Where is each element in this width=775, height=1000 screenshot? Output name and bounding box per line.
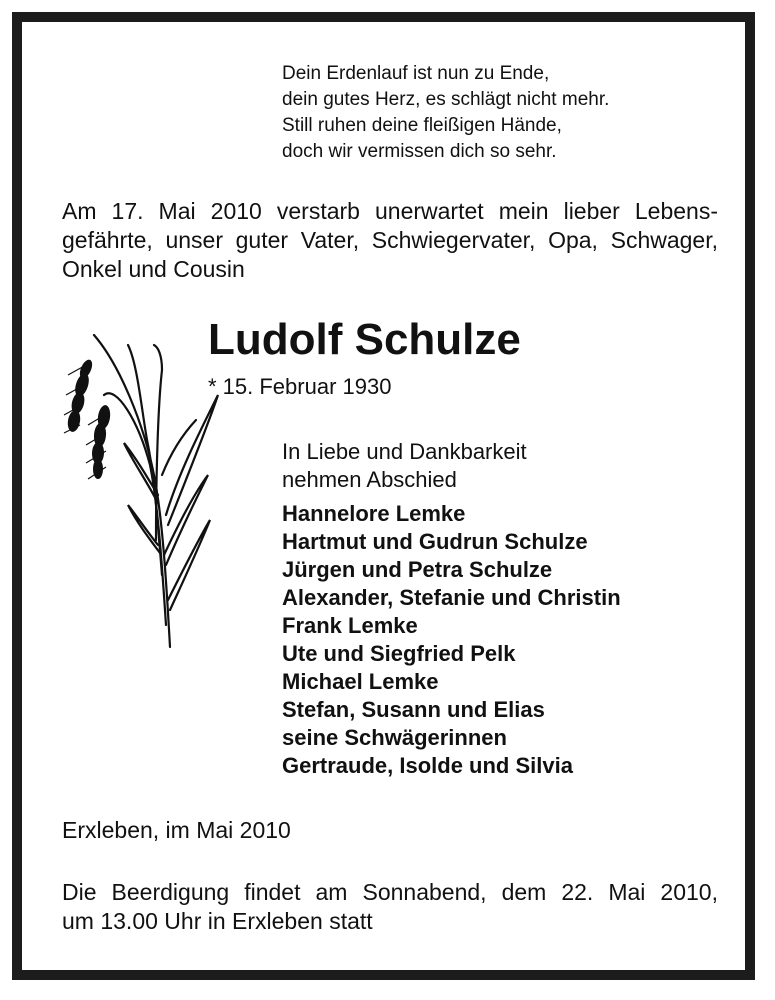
family-member: Gertraude, Isolde und Silvia xyxy=(282,753,573,778)
family-member: Hannelore Lemke xyxy=(282,501,466,526)
family-member: Stefan, Susann und Elias xyxy=(282,697,545,722)
family-member: Alexander, Stefanie und Christin xyxy=(282,585,621,610)
wheat-icon xyxy=(58,325,228,655)
family-member: Frank Lemke xyxy=(282,613,418,638)
funeral-line: um 13.00 Uhr in Erxleben statt xyxy=(62,908,373,934)
poem xyxy=(282,61,609,165)
mourning-line: In Liebe und Dankbarkeit xyxy=(282,439,527,464)
place-date: Erxleben, im Mai 2010 xyxy=(62,817,291,843)
announcement-line: Onkel und Cousin xyxy=(62,256,245,282)
poem-line: Dein Erdenlauf ist nun zu Ende, xyxy=(282,63,550,84)
deceased-name: Ludolf Schulze xyxy=(208,315,521,364)
family-list xyxy=(282,500,621,780)
family-member: Hartmut und Gudrun Schulze xyxy=(282,529,588,554)
family-member: Michael Lemke xyxy=(282,669,439,694)
mourning-line: nehmen Abschied xyxy=(282,467,457,492)
birth-date: * 15. Februar 1930 xyxy=(208,374,392,399)
mourning-text xyxy=(282,438,527,494)
announcement-line: Am 17. Mai 2010 verstarb unerwartet mein lieber Lebens- xyxy=(62,198,718,224)
poem-line: dein gutes Herz, es schlägt nicht mehr. xyxy=(282,89,610,110)
family-member: Ute und Siegfried Pelk xyxy=(282,641,516,666)
announcement-line: gefährte, unser guter Vater, Schwiegervater, Opa, Schwager, xyxy=(62,227,718,253)
family-member: seine Schwägerinnen xyxy=(282,725,507,750)
poem-line: doch wir vermissen dich so sehr. xyxy=(282,141,557,162)
family-member: Jürgen und Petra Schulze xyxy=(282,557,553,582)
funeral-info xyxy=(62,878,718,936)
announcement-text xyxy=(62,197,718,284)
poem-line: Still ruhen deine fleißigen Hände, xyxy=(282,115,562,136)
funeral-line: Die Beerdigung findet am Sonnabend, dem 22. Mai 2010, xyxy=(62,879,718,905)
